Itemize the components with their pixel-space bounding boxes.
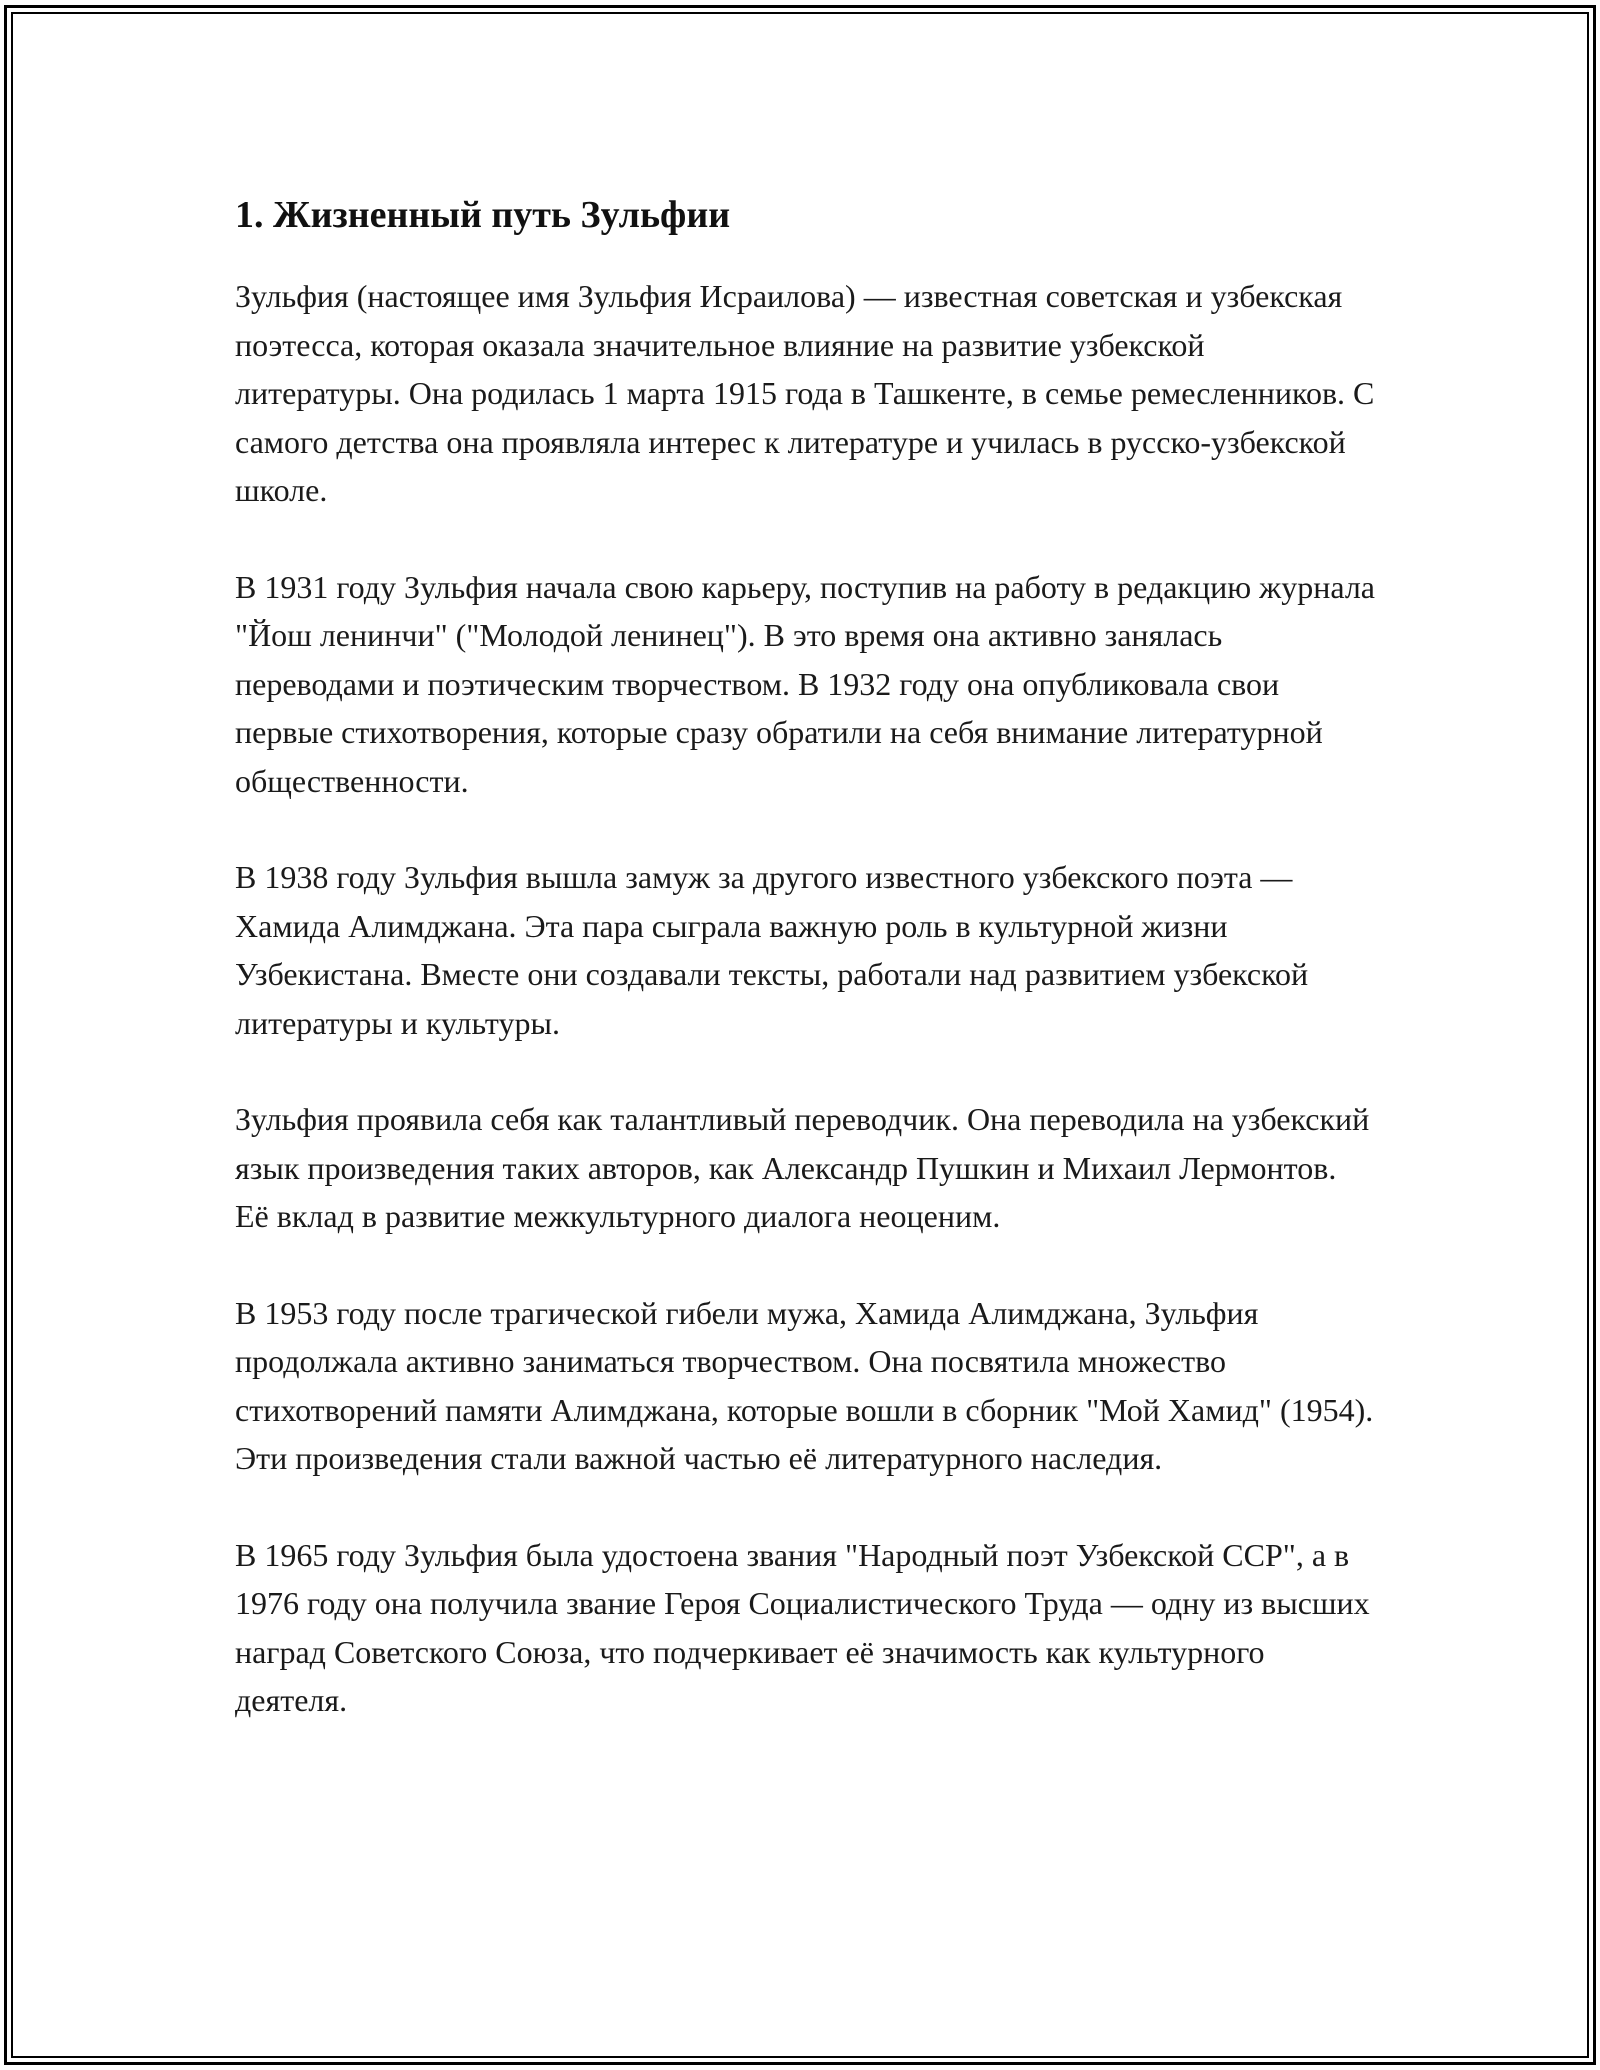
paragraph-1: Зульфия (настоящее имя Зульфия Исраилова) — известная советская и узбекская поэтесса, которая оказала значительное влияние на развитие узбекской литературы. Она родилась 1 марта 1915 года в Ташкенте, в семье ремесленников. С самого детства она проявляла интерес к литературе и училась в русско-узбекской школе. [235, 278, 1375, 508]
document-body [235, 186, 1375, 1773]
paragraph-6: В 1965 году Зульфия была удостоена звания "Народный поэт Узбекской ССР", а в 1976 году она получила звание Героя Социалистического Труда — одну из высших наград Советского Союза, что подчеркивает её значимость как культурного деятеля. [235, 1536, 1370, 1718]
paragraph-2: В 1931 году Зульфия начала свою карьеру, поступив на работу в редакцию журнала "Йош ленинчи" ("Молодой ленинец"). В это время она активно занялась переводами и поэтическим творчеством. В 1932 году она опубликовала свои первые стихотворения, которые сразу обратили на себя внимание литературной общественности. [235, 568, 1375, 799]
section-heading: 1. Жизненный путь Зульфии [235, 194, 731, 236]
paragraph-3: В 1938 году Зульфия вышла замуж за другого известного узбекского поэта — Хамида Алимджана. Эта пара сыграла важную роль в культурной жизни Узбекистана. Вместе они создавали тексты, работали над развитием узбекской литературы и культуры. [235, 859, 1309, 1041]
paragraph-5: В 1953 году после трагической гибели мужа, Хамида Алимджана, Зульфия продолжала активно заниматься творчеством. Она посвятила множество стихотворений памяти Алимджана, которые вошли в сборник "Мой Хамид" (1954). Эти произведения стали важной частью её литературного наследия. [235, 1294, 1374, 1476]
paragraph-4: Зульфия проявила себя как талантливый переводчик. Она переводила на узбекский язык произведения таких авторов, как Александр Пушкин и Михаил Лермонтов. Её вклад в развитие межкультурного диалога неоценим. [235, 1101, 1370, 1234]
